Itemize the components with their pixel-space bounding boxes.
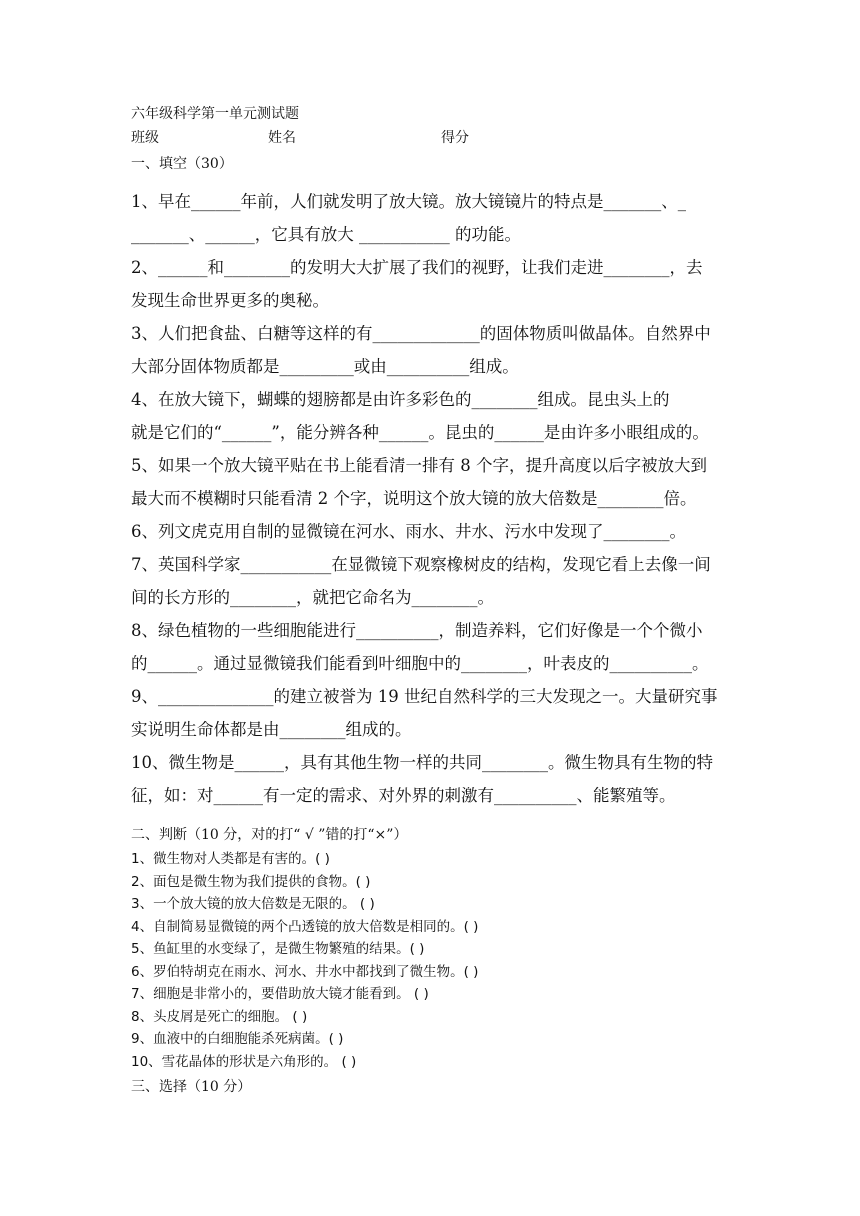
true-false-item: 3、一个放大镜的放大倍数是无限的。 ( )	[131, 896, 375, 912]
score-label: 得分	[441, 130, 469, 146]
name-label: 姓名	[268, 130, 296, 146]
question-line: _______、______，它具有放大 ___________ 的功能。	[131, 225, 521, 244]
question-line: 发现生命世界更多的奥秘。	[131, 291, 329, 310]
question-line: 间的长方形的________，就把它命名为________。	[131, 588, 494, 607]
true-false-item: 4、自制简易显微镜的两个凸透镜的放大倍数是相同的。( )	[131, 918, 479, 935]
question-line: 5、如果一个放大镜平贴在书上能看清一排有 8 个字，提升高度以后字被放大到	[131, 456, 707, 475]
true-false-questions	[131, 848, 478, 1073]
section3-heading: 三、选择（10 分）	[131, 1079, 252, 1095]
true-false-item: 1、微生物对人类都是有害的。( )	[131, 851, 330, 867]
question-line: 最大而不模糊时只能看清 2 个字，说明这个放大镜的放大倍数是________倍。	[131, 489, 697, 508]
section1-heading: 一、填空（30）	[131, 156, 233, 172]
section2-heading: 二、判断（10 分，对的打“ √ ”错的打“×”）	[131, 827, 408, 843]
question-line: 4、在放大镜下，蝴蝶的翅膀都是由许多彩色的________组成。昆虫头上的	[131, 390, 670, 409]
question-line: 8、绿色植物的一些细胞能进行__________，制造养料，它们好像是一个个微小	[131, 621, 703, 640]
question-line: 6、列文虎克用自制的显微镜在河水、雨水、井水、污水中发现了________。	[131, 522, 686, 541]
class-label: 班级	[131, 130, 159, 146]
true-false-item: 10、雪花晶体的形状是六角形的。 ( )	[131, 1053, 357, 1070]
question-line: 的______。通过显微镜我们能看到叶细胞中的________，叶表皮的__________。	[131, 654, 709, 673]
true-false-item: 9、血液中的白细胞能杀死病菌。( )	[131, 1031, 344, 1047]
question-line: 7、英国科学家___________在显微镜下观察橡树皮的结构，发现它看上去像一间	[131, 555, 711, 574]
true-false-item: 6、罗伯特胡克在雨水、河水、井水中都找到了微生物。( )	[131, 963, 479, 980]
question-line: 2、______和________的发明大大扩展了我们的视野，让我们走进________，去	[131, 258, 703, 277]
question-line: 大部分固体物质都是_________或由__________组成。	[131, 357, 519, 376]
question-line: 9、______________的建立被誉为 19 世纪自然科学的三大发现之一。大量研究事	[131, 687, 718, 706]
question-line: 1、早在______年前，人们就发明了放大镜。放大镜镜片的特点是_______、_	[131, 192, 686, 211]
exam-title: 六年级科学第一单元测试题	[131, 106, 299, 122]
question-line: 征，如：对______有一定的需求、对外界的刺激有__________、能繁殖等。	[131, 786, 676, 805]
question-line: 10、微生物是______，具有其他生物一样的共同________。微生物具有生物的特	[131, 753, 713, 772]
true-false-item: 5、鱼缸里的水变绿了，是微生物繁殖的结果。( )	[131, 941, 425, 957]
true-false-item: 2、面包是微生物为我们提供的食物。( )	[131, 873, 371, 890]
question-line: 3、人们把食盐、白糖等这样的有_____________的固体物质叫做晶体。自然界中	[131, 324, 711, 343]
fill-in-blank-questions	[131, 185, 731, 812]
true-false-item: 8、头皮屑是死亡的细胞。 ( )	[131, 1008, 308, 1025]
question-line: 实说明生命体都是由________组成的。	[131, 720, 412, 739]
question-line: 就是它们的“______”，能分辨各种______。昆虫的______是由许多小眼组成的。	[131, 423, 709, 442]
true-false-item: 7、细胞是非常小的，要借助放大镜才能看到。 ( )	[131, 986, 429, 1002]
